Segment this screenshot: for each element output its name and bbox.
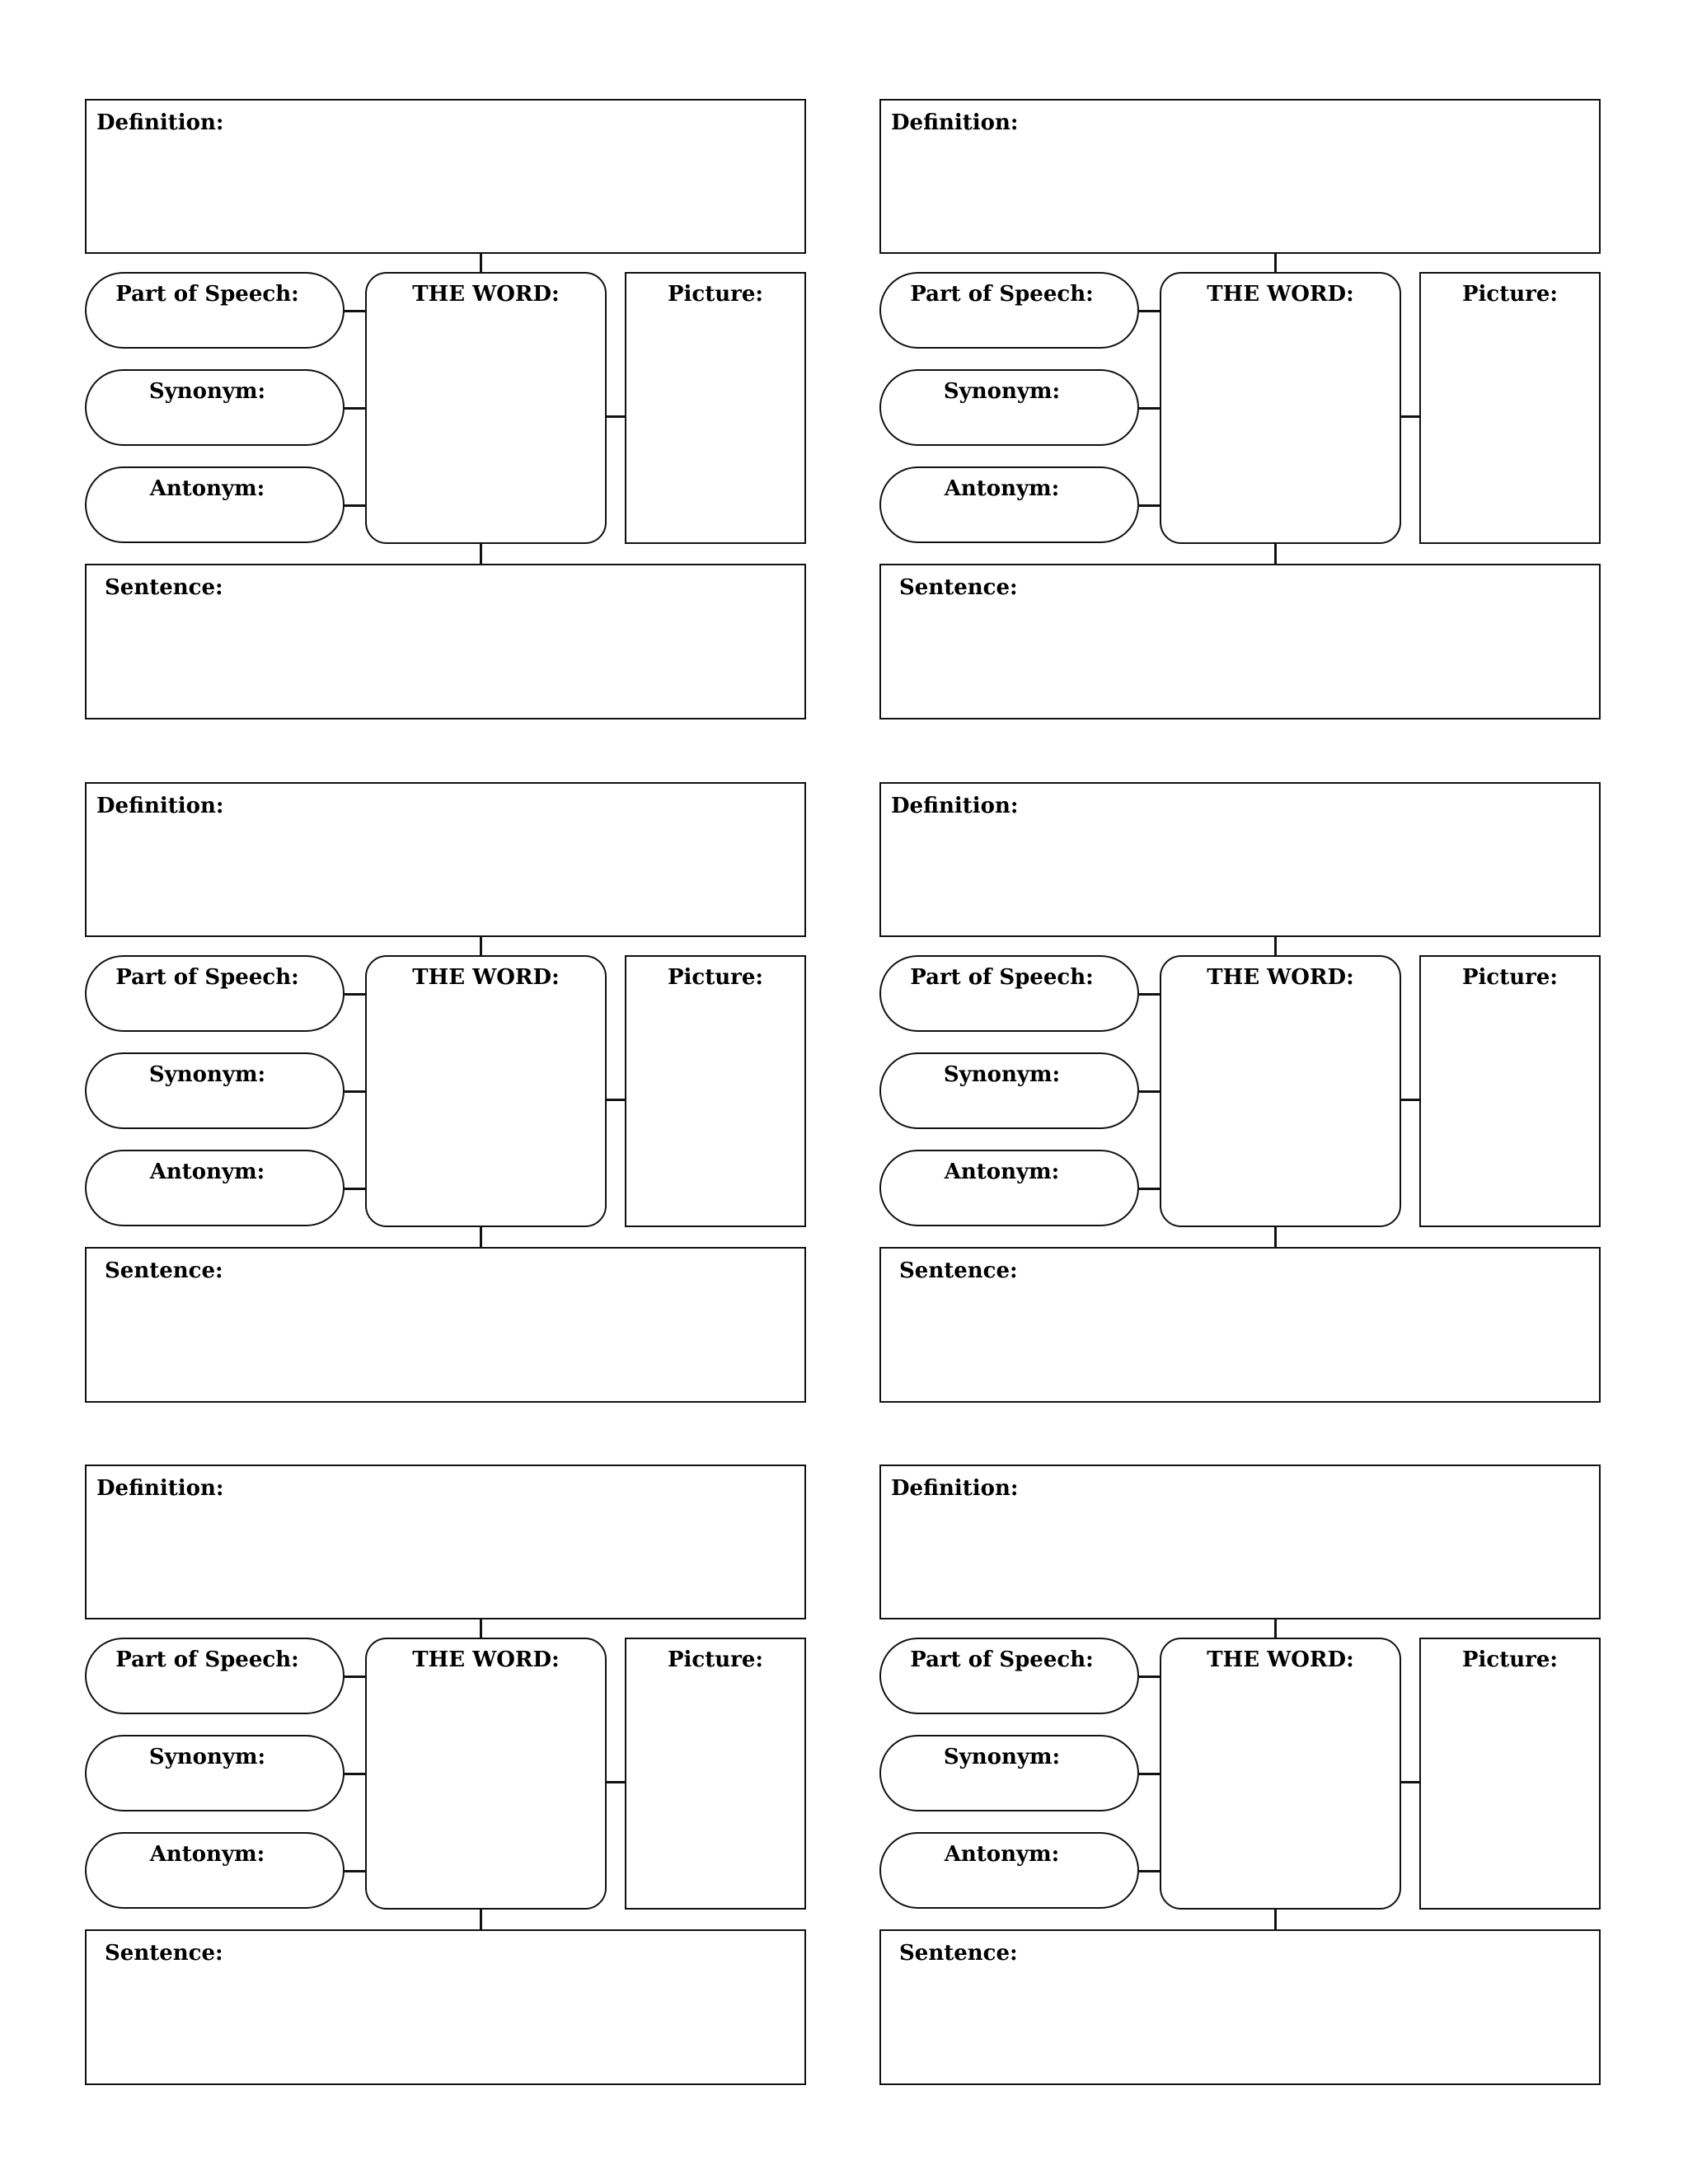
connector xyxy=(607,415,625,418)
synonym-label: Synonym: xyxy=(148,379,266,404)
synonym-label: Synonym: xyxy=(148,1062,266,1087)
definition-box[interactable] xyxy=(85,1465,806,1619)
connector xyxy=(345,1090,365,1093)
the-word-label: THE WORD: xyxy=(412,1647,560,1672)
part-of-speech-label: Part of Speech: xyxy=(115,1647,299,1672)
picture-label: Picture: xyxy=(1461,282,1558,307)
vocab-card-4 xyxy=(879,782,1601,1404)
part-of-speech-box[interactable] xyxy=(85,272,345,349)
sentence-box[interactable] xyxy=(85,564,806,719)
antonym-box[interactable] xyxy=(879,466,1139,543)
the-word-box[interactable] xyxy=(365,955,607,1227)
antonym-label: Antonym: xyxy=(944,1842,1060,1867)
connector xyxy=(1139,504,1160,507)
sentence-box[interactable] xyxy=(879,564,1601,719)
part-of-speech-box[interactable] xyxy=(879,955,1139,1032)
sentence-label: Sentence: xyxy=(899,1941,1018,1966)
the-word-label: THE WORD: xyxy=(1207,1647,1354,1672)
antonym-box[interactable] xyxy=(85,1832,345,1909)
synonym-label: Synonym: xyxy=(943,1745,1061,1769)
connector xyxy=(1274,544,1277,564)
connector xyxy=(1401,1099,1419,1101)
synonym-box[interactable] xyxy=(85,1735,345,1811)
connector xyxy=(480,544,482,564)
connector xyxy=(1139,1773,1160,1775)
connector xyxy=(345,310,365,312)
picture-box[interactable] xyxy=(1419,955,1601,1227)
synonym-label: Synonym: xyxy=(943,379,1061,404)
antonym-label: Antonym: xyxy=(944,476,1060,501)
definition-box[interactable] xyxy=(879,1465,1601,1619)
synonym-box[interactable] xyxy=(879,1052,1139,1129)
part-of-speech-label: Part of Speech: xyxy=(910,1647,1094,1672)
connector xyxy=(1274,937,1277,955)
antonym-box[interactable] xyxy=(85,466,345,543)
picture-label: Picture: xyxy=(667,965,763,990)
sentence-label: Sentence: xyxy=(105,1258,223,1283)
part-of-speech-box[interactable] xyxy=(85,955,345,1032)
the-word-box[interactable] xyxy=(365,1638,607,1910)
connector xyxy=(1139,1675,1160,1678)
connector xyxy=(345,504,365,507)
sentence-box[interactable] xyxy=(85,1929,806,2085)
picture-box[interactable] xyxy=(625,1638,806,1910)
synonym-label: Synonym: xyxy=(943,1062,1061,1087)
the-word-box[interactable] xyxy=(365,272,607,544)
connector xyxy=(1139,1870,1160,1872)
the-word-box[interactable] xyxy=(1160,272,1401,544)
part-of-speech-box[interactable] xyxy=(85,1638,345,1714)
picture-label: Picture: xyxy=(1461,1647,1558,1672)
the-word-box[interactable] xyxy=(1160,1638,1401,1910)
antonym-label: Antonym: xyxy=(149,1160,265,1184)
sentence-label: Sentence: xyxy=(899,1258,1018,1283)
antonym-label: Antonym: xyxy=(944,1160,1060,1184)
connector xyxy=(1139,1188,1160,1190)
connector xyxy=(1401,1781,1419,1783)
connector xyxy=(345,1870,365,1872)
definition-label: Definition: xyxy=(96,1476,224,1501)
connector xyxy=(345,993,365,996)
connector xyxy=(480,937,482,955)
the-word-label: THE WORD: xyxy=(1207,965,1354,990)
synonym-box[interactable] xyxy=(85,1052,345,1129)
vocab-card-6 xyxy=(879,1465,1601,2087)
picture-box[interactable] xyxy=(625,955,806,1227)
connector xyxy=(345,1675,365,1678)
the-word-label: THE WORD: xyxy=(412,282,560,307)
part-of-speech-box[interactable] xyxy=(879,1638,1139,1714)
antonym-box[interactable] xyxy=(879,1150,1139,1226)
the-word-label: THE WORD: xyxy=(1207,282,1354,307)
sentence-label: Sentence: xyxy=(899,575,1018,600)
sentence-box[interactable] xyxy=(879,1929,1601,2085)
vocab-card-2 xyxy=(879,99,1601,721)
antonym-label: Antonym: xyxy=(149,1842,265,1867)
connector xyxy=(1139,993,1160,996)
synonym-box[interactable] xyxy=(879,369,1139,446)
definition-label: Definition: xyxy=(96,110,224,135)
connector xyxy=(1274,1910,1277,1929)
antonym-box[interactable] xyxy=(879,1832,1139,1909)
vocab-card-5 xyxy=(85,1465,806,2087)
connector xyxy=(1139,310,1160,312)
connector xyxy=(480,1619,482,1638)
definition-box[interactable] xyxy=(85,99,806,254)
definition-box[interactable] xyxy=(85,782,806,937)
vocab-card-1 xyxy=(85,99,806,721)
connector xyxy=(607,1781,625,1783)
part-of-speech-box[interactable] xyxy=(879,272,1139,349)
definition-label: Definition: xyxy=(891,110,1019,135)
connector xyxy=(1401,415,1419,418)
connector xyxy=(1274,254,1277,272)
connector xyxy=(1139,407,1160,410)
picture-box[interactable] xyxy=(1419,272,1601,544)
part-of-speech-label: Part of Speech: xyxy=(115,282,299,307)
connector xyxy=(345,407,365,410)
connector xyxy=(607,1099,625,1101)
definition-label: Definition: xyxy=(96,794,224,818)
antonym-label: Antonym: xyxy=(149,476,265,501)
connector xyxy=(480,254,482,272)
picture-box[interactable] xyxy=(1419,1638,1601,1910)
part-of-speech-label: Part of Speech: xyxy=(115,965,299,990)
picture-label: Picture: xyxy=(667,282,763,307)
sentence-box[interactable] xyxy=(85,1247,806,1403)
connector xyxy=(1274,1227,1277,1247)
synonym-box[interactable] xyxy=(85,369,345,446)
connector xyxy=(480,1910,482,1929)
the-word-box[interactable] xyxy=(1160,955,1401,1227)
sentence-label: Sentence: xyxy=(105,575,223,600)
definition-box[interactable] xyxy=(879,782,1601,937)
sentence-label: Sentence: xyxy=(105,1941,223,1966)
sentence-box[interactable] xyxy=(879,1247,1601,1403)
vocab-card-3 xyxy=(85,782,806,1404)
picture-label: Picture: xyxy=(667,1647,763,1672)
connector xyxy=(1274,1619,1277,1638)
antonym-box[interactable] xyxy=(85,1150,345,1226)
definition-label: Definition: xyxy=(891,794,1019,818)
definition-box[interactable] xyxy=(879,99,1601,254)
synonym-box[interactable] xyxy=(879,1735,1139,1811)
part-of-speech-label: Part of Speech: xyxy=(910,282,1094,307)
connector xyxy=(345,1188,365,1190)
definition-label: Definition: xyxy=(891,1476,1019,1501)
picture-box[interactable] xyxy=(625,272,806,544)
connector xyxy=(480,1227,482,1247)
connector xyxy=(345,1773,365,1775)
the-word-label: THE WORD: xyxy=(412,965,560,990)
picture-label: Picture: xyxy=(1461,965,1558,990)
connector xyxy=(1139,1090,1160,1093)
part-of-speech-label: Part of Speech: xyxy=(910,965,1094,990)
synonym-label: Synonym: xyxy=(148,1745,266,1769)
